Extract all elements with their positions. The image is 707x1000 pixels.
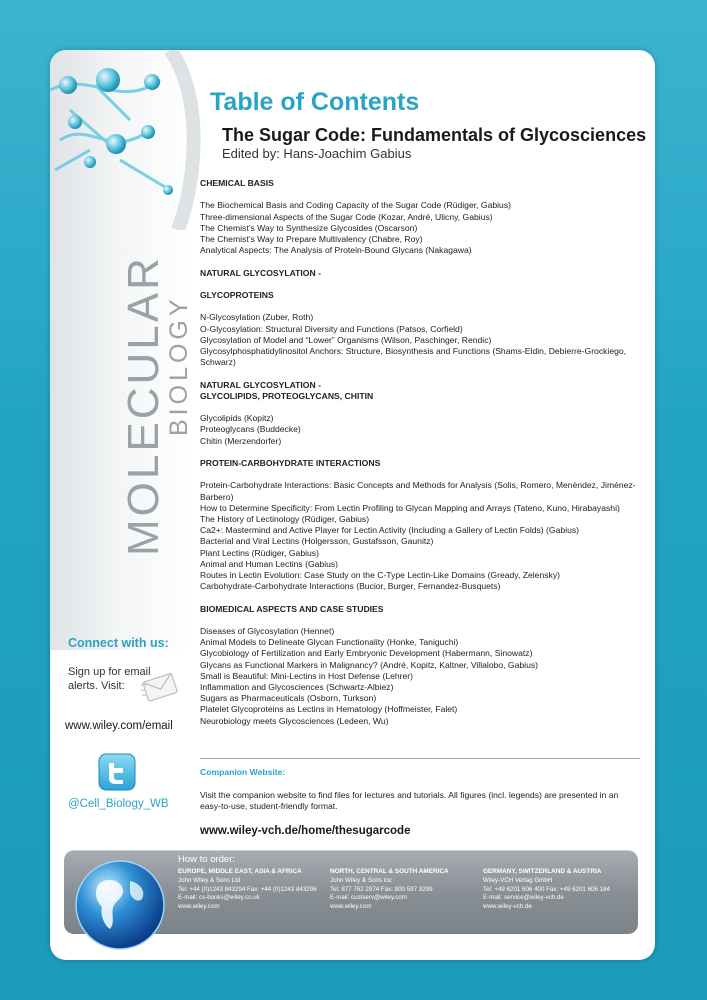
- toc-entry: Glycosylation of Model and “Lower” Organisms (Wilson, Paschinger, Rendic): [200, 334, 492, 345]
- toc-section-heading: GLYCOLIPIDS, PROTEOGLYCANS, CHITIN: [200, 390, 374, 401]
- toc-spacer: [200, 447, 645, 458]
- toc-section-heading: GLYCOPROTEINS: [200, 289, 274, 300]
- vertical-title: [119, 255, 202, 556]
- region-name: GERMANY, SWITZERLAND & AUSTRIA: [483, 868, 602, 875]
- region-email[interactable]: E-mail: cs-books@wiley.co.uk: [178, 894, 260, 902]
- toc-entry: Plant Lectins (Rüdiger, Gabius): [200, 547, 319, 558]
- toc-spacer: [200, 256, 645, 267]
- region-company: Wiley-VCH Verlag GmbH: [483, 877, 553, 885]
- region-web[interactable]: www.wiley-vch.de: [483, 902, 532, 910]
- toc-entry: The Chemist’s Way to Prepare Multivalency (Chabre, Roy): [200, 234, 423, 244]
- editor-line: Edited by: Hans-Joachim Gabius: [222, 146, 412, 161]
- toc-entry: Carbohydrate-Carbohydrate Interactions (Bucior, Burger, Fernandez-Busquets): [200, 581, 501, 592]
- region-web[interactable]: www.wiley.com: [178, 902, 220, 910]
- globe-icon: [70, 855, 170, 955]
- toc-entry: Bacterial and Viral Lectins (Holgersson, Gustafsson, Gaunitz): [200, 536, 434, 547]
- toc-spacer: [200, 301, 645, 312]
- book-title: The Sugar Code: Fundamentals of Glycosciences: [222, 125, 647, 145]
- toc-entry: Analytical Aspects: The Analysis of Protein-Bound Glycans (Nakagawa): [200, 245, 472, 256]
- region-email[interactable]: E-mail: custserv@wiley.com: [330, 894, 407, 902]
- region-phone: Tel: 877 762 2974 Fax: 800 597 3299: [330, 885, 433, 893]
- region-company: John Wiley & Sons Ltd: [178, 877, 241, 885]
- toc-entry: N-Glycosylation (Zuber, Roth): [200, 312, 314, 323]
- companion-label: Companion Website:: [200, 767, 286, 777]
- toc-spacer: [200, 402, 645, 413]
- region-phone: Tel: +49 6201 606 400 Fax: +49 6201 606 184: [483, 885, 610, 893]
- vertical-title-main: MOLECULAR: [119, 255, 168, 556]
- region-name: NORTH, CENTRAL & SOUTH AMERICA: [330, 868, 449, 875]
- divider: [200, 758, 640, 759]
- toc-entry: Animal Models to Delineate Glycan Functionality (Honke, Taniguchi): [200, 637, 459, 648]
- toc-entry: The Chemist’s Way to Synthesize Glycosides (Oscarson): [200, 222, 418, 233]
- order-region: [483, 868, 633, 911]
- toc-entry: Neurobiology meets Glycosciences (Ledeen, Wu): [200, 715, 389, 726]
- toc-entry: Three-dimensional Aspects of the Sugar Code (Kozar, André, Ulicny, Gabius): [200, 211, 493, 222]
- toc-entry: Ca2+: Mastermind and Active Player for Lectin Activity (Including a Gallery of Lectin Folds) (Gabius): [200, 525, 580, 536]
- region-name: EUROPE, MIDDLE EAST, ASIA & AFRICA: [178, 868, 302, 875]
- toc-spacer: [200, 368, 645, 379]
- region-web[interactable]: www.wiley.com: [330, 902, 372, 910]
- toc-entry: Sugars as Pharmaceuticals (Osborn, Turkson): [200, 693, 377, 704]
- toc-section-heading: CHEMICAL BASIS: [200, 178, 274, 188]
- toc-entry: Glycans as Functional Markers in Malignancy? (André, Kopitz, Kaltner, Villalobo, Gabius): [200, 659, 539, 670]
- envelope-icon: [141, 671, 181, 703]
- twitter-icon[interactable]: [98, 753, 136, 791]
- toc-spacer: [200, 279, 645, 290]
- order-region: [330, 868, 480, 911]
- connect-title: Connect with us:: [68, 636, 169, 650]
- toc-entry: Routes in Lectin Evolution: Case Study on the C-Type Lectin-Like Domains (Gready, Zelensky): [200, 569, 560, 580]
- signup-text: Sign up for email alerts. Visit:: [68, 666, 151, 692]
- toc-entry: Glycolipids (Kopitz): [200, 413, 274, 424]
- toc-entry: How to Determine Specificity: From Lectin Profiling to Glycan Mapping and Arrays (Tateno, Kuno, Hirabayashi): [200, 502, 620, 513]
- toc-entry: The History of Lectinology (Rüdiger, Gabius): [200, 513, 370, 524]
- toc-spacer: [200, 592, 645, 603]
- region-company: John Wiley & Sons Inc: [330, 877, 392, 885]
- flyer-card: [50, 50, 655, 960]
- toc-spacer: [200, 469, 645, 480]
- toc-entry: Inflammation and Glycosciences (Schwartz-Albiez): [200, 681, 394, 692]
- toc-section-heading: NATURAL GLYCOSYLATION -: [200, 379, 321, 390]
- page-title: Table of Contents: [210, 88, 420, 116]
- toc-list: [200, 178, 645, 727]
- order-label: How to order:: [178, 854, 236, 865]
- twitter-handle[interactable]: @Cell_Biology_WB: [68, 798, 169, 810]
- region-phone: Tel: +44 (0)1243 843294 Fax: +44 (0)1243 843296: [178, 885, 317, 893]
- toc-entry: Diseases of Glycosylation (Hennet): [200, 625, 335, 636]
- region-email[interactable]: E-mail: service@wiley-vch.de: [483, 894, 564, 902]
- vertical-title-sub: BIOLOGY: [165, 295, 193, 436]
- toc-entry: Proteoglycans (Buddecke): [200, 424, 301, 435]
- toc-spacer: [200, 615, 645, 626]
- companion-text: Visit the companion website to find files for lectures and tutorials. All figures (incl. legends) are presented in an easy-to-use, student-friendly format.: [200, 790, 619, 812]
- toc-entry: Platelet Glycoproteins as Lectins in Hematology (Hoffmeister, Falet): [200, 704, 458, 715]
- toc-section-heading: BIOMEDICAL ASPECTS AND CASE STUDIES: [200, 603, 384, 614]
- toc-entry: Animal and Human Lectins (Gabius): [200, 558, 339, 569]
- companion-link[interactable]: www.wiley-vch.de/home/thesugarcode: [200, 825, 411, 837]
- toc-entry: Chitin (Merzendorfer): [200, 435, 282, 446]
- toc-entry: O-Glycosylation: Structural Diversity and Functions (Patsos, Corfield): [200, 323, 463, 334]
- toc-entry: Glycobiology of Fertilization and Early Embryonic Development (Habermann, Sinowatz): [200, 648, 533, 659]
- dna-helix-icon: [50, 50, 210, 230]
- toc-section-heading: NATURAL GLYCOSYLATION -: [200, 267, 321, 278]
- email-link[interactable]: www.wiley.com/email: [65, 720, 173, 732]
- toc-entry: Protein-Carbohydrate Interactions: Basic Concepts and Methods for Analysis (Solis, Romero, Menèndez, Jimènez-Barbero): [200, 480, 636, 502]
- order-region: [178, 868, 328, 911]
- toc-spacer: [200, 189, 645, 200]
- toc-entry: The Biochemical Basis and Coding Capacity of the Sugar Code (Rüdiger, Gabius): [200, 200, 511, 211]
- toc-section-heading: PROTEIN-CARBOHYDRATE INTERACTIONS: [200, 457, 381, 468]
- toc-entry: Small is Beautiful: Mini-Lectins in Host Defense (Lehrer): [200, 670, 414, 681]
- toc-entry: Glycosylphosphatidylinositol Anchors: Structure, Biosynthesis and Functions (Shams-Eldin, Debierre-Grockiego, Schwarz): [200, 345, 627, 368]
